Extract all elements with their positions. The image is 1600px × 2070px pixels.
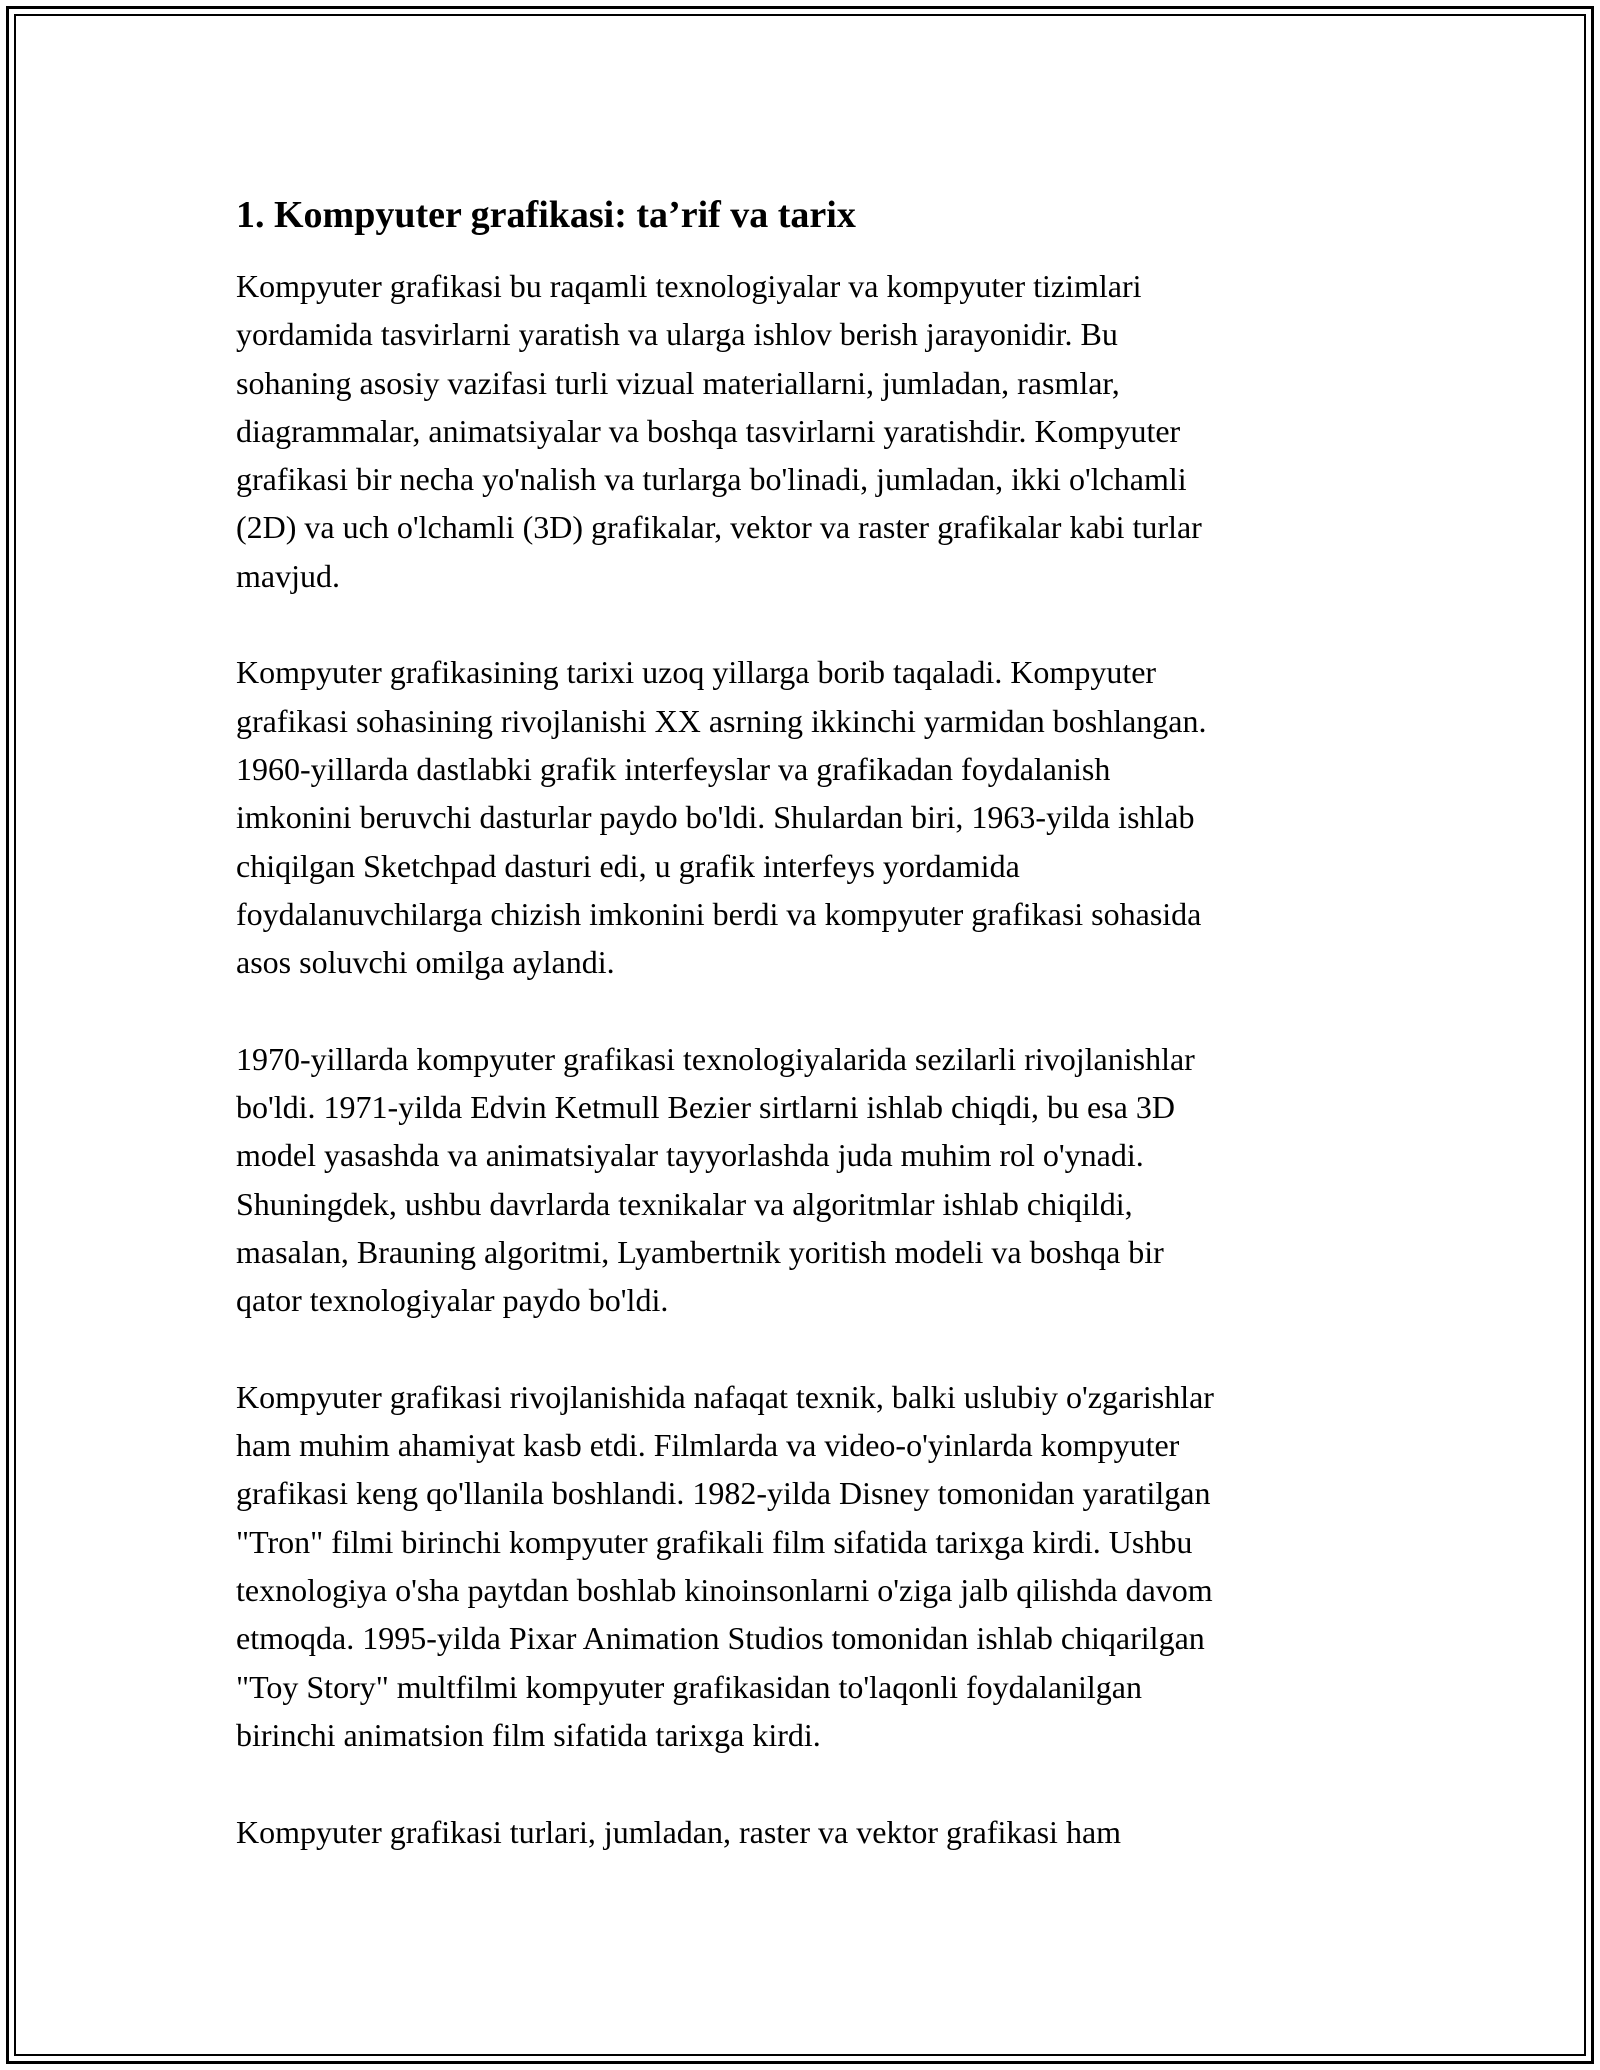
section-heading: 1. Kompyuter grafikasi: ta’rif va tarix: [236, 194, 856, 236]
paragraph-definition: Kompyuter grafikasi bu raqamli texnologiyalar va kompyuter tizimlari yordamida tasvirlarni yaratish va ularga ishlov berish jarayonidir. Bu sohaning asosiy vazifasi turli vizual materiallarni, jumladan, rasmlar, diagrammalar, animatsiyalar va boshqa tasvirlarni yaratishdir. Kompyuter grafikasi bir necha yo'nalish va turlarga bo'linadi, jumladan, ikki o'lchamli (2D) va uch o'lchamli (3D) grafikalar, vektor va raster grafikalar kabi turlar mavjud.: [236, 268, 1202, 594]
paragraph-1970s-developments: 1970-yillarda kompyuter grafikasi texnologiyalarida sezilarli rivojlanishlar bo'ldi. 1971-yilda Edvin Ketmull Bezier sirtlarni ishlab chiqdi, bu esa 3D model yasashda va animatsiyalar tayyorlashda juda muhim rol o'ynadi. Shuningdek, ushbu davrlarda texnikalar va algoritmlar ishlab chiqildi, masalan, Brauning algoritmi, Lyambertnik yoritish modeli va boshqa bir qator texnologiyalar paydo bo'ldi.: [236, 1040, 1195, 1319]
document-body: [236, 186, 1376, 1856]
paragraph-film-and-games: Kompyuter grafikasi rivojlanishida nafaqat texnik, balki uslubiy o'zgarishlar ham muhim ahamiyat kasb etdi. Filmlarda va video-o'yinlarda kompyuter grafikasi keng qo'llanila boshlandi. 1982-yilda Disney tomonidan yaratilgan "Tron" filmi birinchi kompyuter grafikali film sifatida tarixga kirdi. Ushbu texnologiya o'sha paytdan boshlab kinoinsonlarni o'ziga jalb qilishda davom etmoqda. 1995-yilda Pixar Animation Studios tomonidan ishlab chiqarilgan "Toy Story" multfilmi kompyuter grafikasidan to'laqonli foydalanilgan birinchi animatsion film sifatida tarixga kirdi.: [236, 1378, 1214, 1753]
paragraph-graphics-types: Kompyuter grafikasi turlari, jumladan, raster va vektor grafikasi ham: [236, 1813, 1122, 1850]
paragraph-history-origins: Kompyuter grafikasining tarixi uzoq yillarga borib taqaladi. Kompyuter grafikasi sohasining rivojlanishi XX asrning ikkinchi yarmidan boshlangan. 1960-yillarda dastlabki grafik interfeyslar va grafikadan foydalanish imkonini beruvchi dasturlar paydo bo'ldi. Shulardan biri, 1963-yilda ishlab chiqilgan Sketchpad dasturi edi, u grafik interfeys yordamida foydalanuvchilarga chizish imkonini berdi va kompyuter grafikasi sohasida asos soluvchi omilga aylandi.: [236, 654, 1207, 981]
